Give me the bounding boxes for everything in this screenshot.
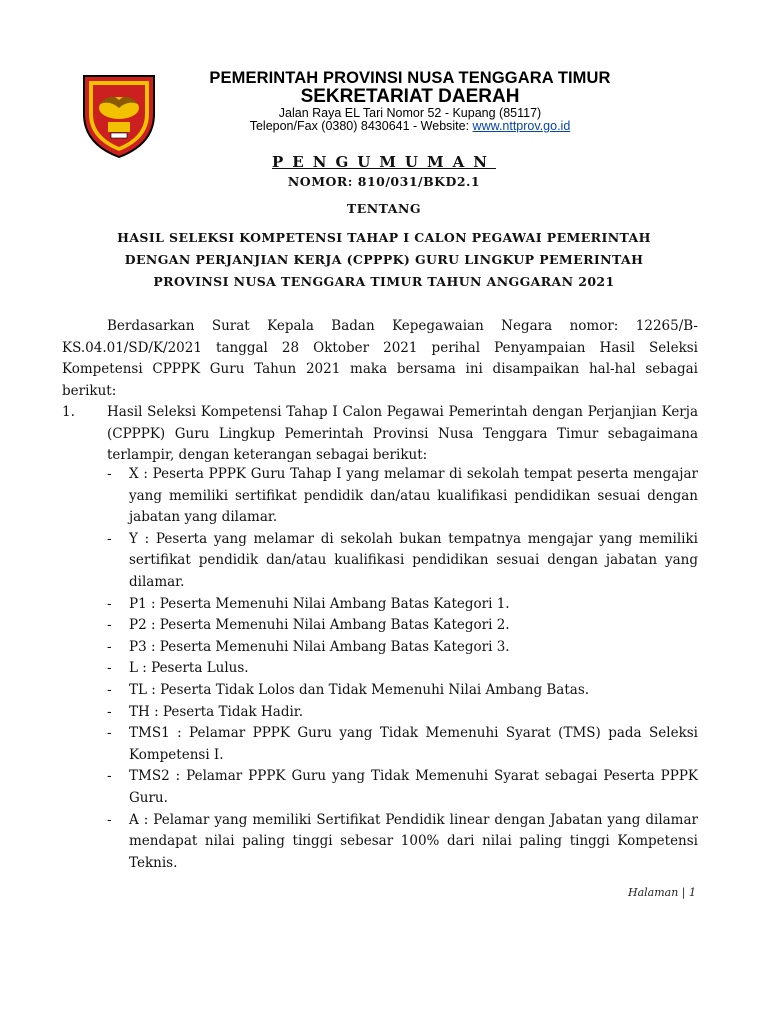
dash-marker: - xyxy=(107,638,112,655)
dash-marker: - xyxy=(107,660,112,677)
list-item xyxy=(107,464,698,529)
letterhead-office: SEKRETARIAT DAERAH xyxy=(300,86,520,107)
list-item xyxy=(107,529,698,594)
numbered-item-1 xyxy=(62,402,698,467)
letterhead-contact xyxy=(160,119,660,133)
subject-line-3: PROVINSI NUSA TENGGARA TIMUR TAHUN ANGGARAN 2021 xyxy=(153,274,615,289)
contact-prefix: Telepon/Fax (0380) 8430641 - Website: xyxy=(249,119,473,133)
list-item-text: P2 : Peserta Memenuhi Nilai Ambang Batas Kategori 2. xyxy=(129,617,510,634)
dash-marker: - xyxy=(107,725,112,742)
list-item xyxy=(107,766,698,809)
list-item-text: L : Peserta Lulus. xyxy=(129,660,249,677)
list-item-text: P1 : Peserta Memenuhi Nilai Ambang Batas Kategori 1. xyxy=(129,595,510,612)
announcement-heading: PENGUMUMAN xyxy=(272,153,496,171)
dash-marker: - xyxy=(107,466,112,482)
page-number: Halaman | 1 xyxy=(628,886,696,899)
dash-marker: - xyxy=(107,530,112,547)
item-text: Hasil Seleksi Kompetensi Tahap I Calon Pegawai Pemerintah dengan Perjanjian Kerja (CPPPK) Guru Lingkup Pemerintah Provinsi Nusa Tenggara Timur sebagaimana terlampir, dengan keterangan sebagai berikut: xyxy=(107,404,698,464)
list-item-text: TH : Peserta Tidak Hadir. xyxy=(129,703,304,720)
list-item-text: TMS1 : Pelamar PPPK Guru yang Tidak Memenuhi Syarat (TMS) pada Seleksi Kompetensi I. xyxy=(129,725,698,763)
list-item-text: A : Pelamar yang memiliki Sertifikat Pendidik linear dengan Jabatan yang dilamar mendapat nilai paling tinggi sebesar 100% dari nilai paling tinggi Kompetensi Teknis. xyxy=(129,811,698,871)
announcement-number: NOMOR: 810/031/BKD2.1 xyxy=(287,174,481,189)
list-item xyxy=(107,658,698,680)
ntt-province-emblem-icon xyxy=(78,70,160,160)
list-item xyxy=(107,680,698,702)
list-item xyxy=(107,637,698,659)
subject-line-2: DENGAN PERJANJIAN KERJA (CPPPK) GURU LINGKUP PEMERINTAH xyxy=(124,252,644,267)
list-item-text: X : Peserta PPPK Guru Tahap I yang melamar di sekolah tempat peserta mengajar yang memiliki sertifikat pendidik dan/atau kualifikasi pendidikan sesuai dengan jabatan yang dilamar. xyxy=(129,466,698,526)
subject-line-1: HASIL SELEKSI KOMPETENSI TAHAP I CALON PEGAWAI PEMERINTAH xyxy=(117,230,651,245)
dash-marker: - xyxy=(107,703,112,720)
letterhead-government: PEMERINTAH PROVINSI NUSA TENGGARA TIMUR xyxy=(209,69,611,87)
list-item-text: P3 : Peserta Memenuhi Nilai Ambang Batas Kategori 3. xyxy=(129,638,510,655)
list-item-text: TMS2 : Pelamar PPPK Guru yang Tidak Memenuhi Syarat sebagai Peserta PPPK Guru. xyxy=(129,768,698,806)
list-item xyxy=(107,702,698,724)
letterhead-address: Jalan Raya EL Tari Nomor 52 - Kupang (85117) xyxy=(278,106,542,120)
list-item xyxy=(107,594,698,616)
definition-list xyxy=(107,464,698,874)
list-item xyxy=(107,615,698,637)
dash-marker: - xyxy=(107,617,112,634)
intro-paragraph: Berdasarkan Surat Kepala Badan Kepegawaian Negara nomor: 12265/B-KS.04.01/SD/K/2021 tanggal 28 Oktober 2021 perihal Penyampaian Hasil Seleksi Kompetensi CPPPK Guru Tahun 2021 maka bersama ini disampaikan hal-hal sebagai berikut: xyxy=(62,318,698,399)
list-item xyxy=(107,810,698,875)
dash-marker: - xyxy=(107,811,112,828)
list-item-text: TL : Peserta Tidak Lolos dan Tidak Memenuhi Nilai Ambang Batas. xyxy=(129,681,590,698)
list-item xyxy=(107,723,698,766)
dash-marker: - xyxy=(107,595,112,612)
tentang-label: TENTANG xyxy=(346,201,422,216)
list-item-text: Y : Peserta yang melamar di sekolah bukan tempatnya mengajar yang memiliki sertifikat pendidik dan/atau kualifikasi pendidikan sesuai dengan jabatan yang dilamar. xyxy=(129,530,698,590)
dash-marker: - xyxy=(107,681,112,698)
website-link[interactable]: www.nttprov.go.id xyxy=(472,119,571,133)
item-number: 1. xyxy=(62,404,75,420)
dash-marker: - xyxy=(107,768,112,785)
